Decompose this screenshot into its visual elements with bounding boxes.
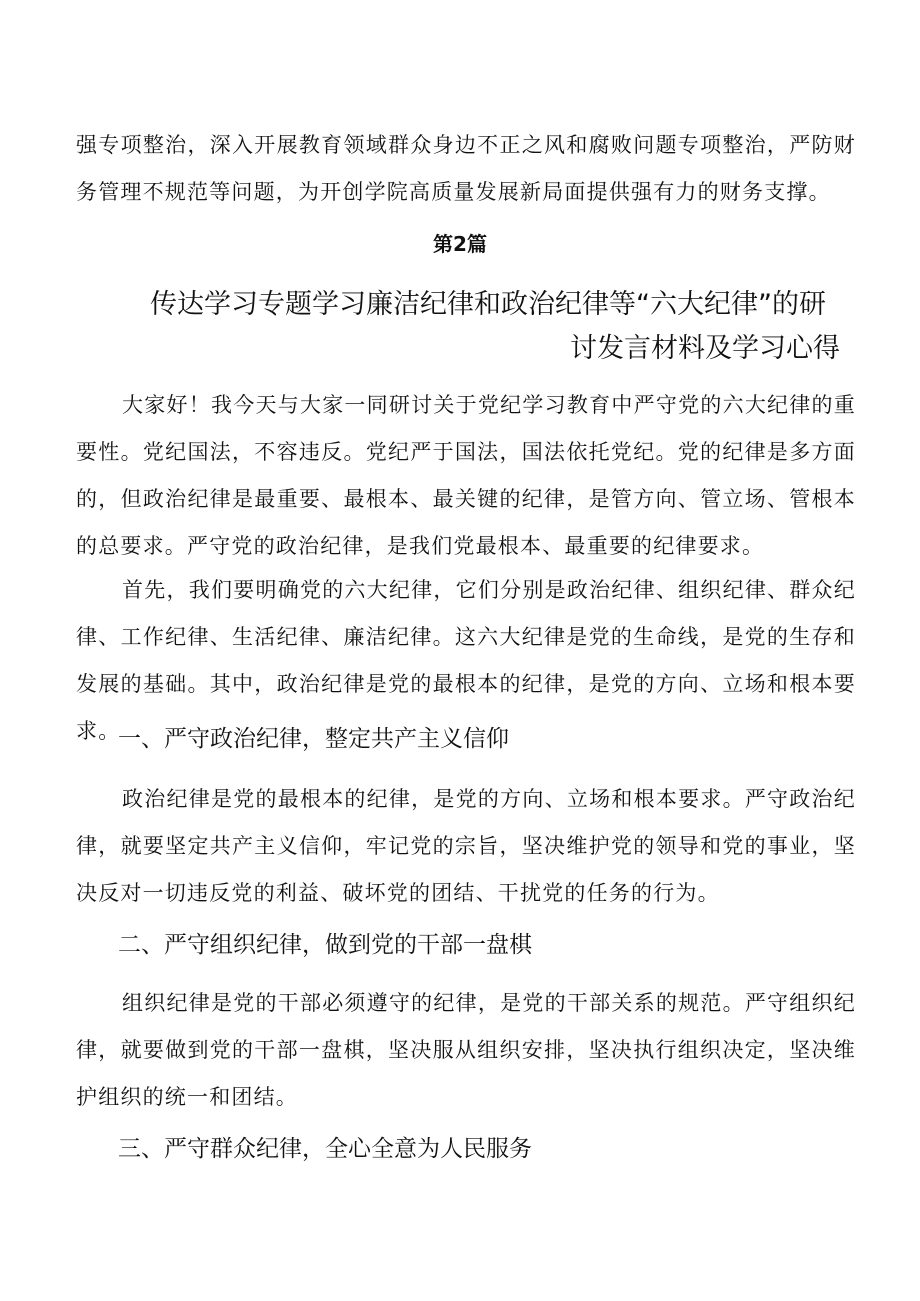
section-label: 第2篇 (433, 232, 487, 256)
heading-political-discipline: 一、严守政治纪律，整定共产主义信仰 (118, 726, 509, 752)
article-title-line-1: 传达学习专题学习廉洁纪律和政治纪律等“六大纪律”的研 (150, 289, 826, 320)
political-discipline-paragraph: 政治纪律是党的最根本的纪律，是党的方向、立场和根本要求。严守政治纪律，就要坚定共产主义信仰，牢记党的宗旨，坚决维护党的领导和党的事业，坚决反对一切违反党的利益、破坏党的团结、干扰党的任务的行为。 (76, 787, 856, 905)
overview-paragraph: 首先，我们要明确党的六大纪律，它们分别是政治纪律、组织纪律、群众纪律、工作纪律、生活纪律、廉洁纪律。这六大纪律是党的生命线，是党的生存和发展的基础。其中，政治纪律是党的最根本的纪律，是党的方向、立场和根本要求。 (76, 578, 856, 743)
intro-paragraph: 大家好！我今天与大家一同研讨关于党纪学习教育中严守党的六大纪律的重要性。党纪国法，不容违反。党纪严于国法，国法依托党纪。党的纪律是多方面的，但政治纪律是最重要、最根本、最关键的纪律，是管方向、管立场、管根本的总要求。严守党的政治纪律，是我们党最根本、最重要的纪律要求。 (76, 393, 856, 558)
article-title (150, 283, 840, 371)
article-title-line-2: 讨发言材料及学习心得 (570, 333, 840, 364)
heading-organizational-discipline: 二、严守组织纪律，做到党的干部一盘棋 (118, 932, 532, 958)
heading-mass-discipline: 三、严守群众纪律，全心全意为人民服务 (118, 1136, 532, 1162)
organizational-discipline-paragraph: 组织纪律是党的干部必须遵守的纪律，是党的干部关系的规范。严守组织纪律，就要做到党的干部一盘棋，坚决服从组织安排，坚决执行组织决定，坚决维护组织的统一和团结。 (76, 991, 856, 1109)
continued-paragraph: 强专项整治，深入开展教育领域群众身边不正之风和腐败问题专项整治，严防财务管理不规范等问题，为开创学院高质量发展新局面提供强有力的财务支撑。 (76, 133, 856, 204)
